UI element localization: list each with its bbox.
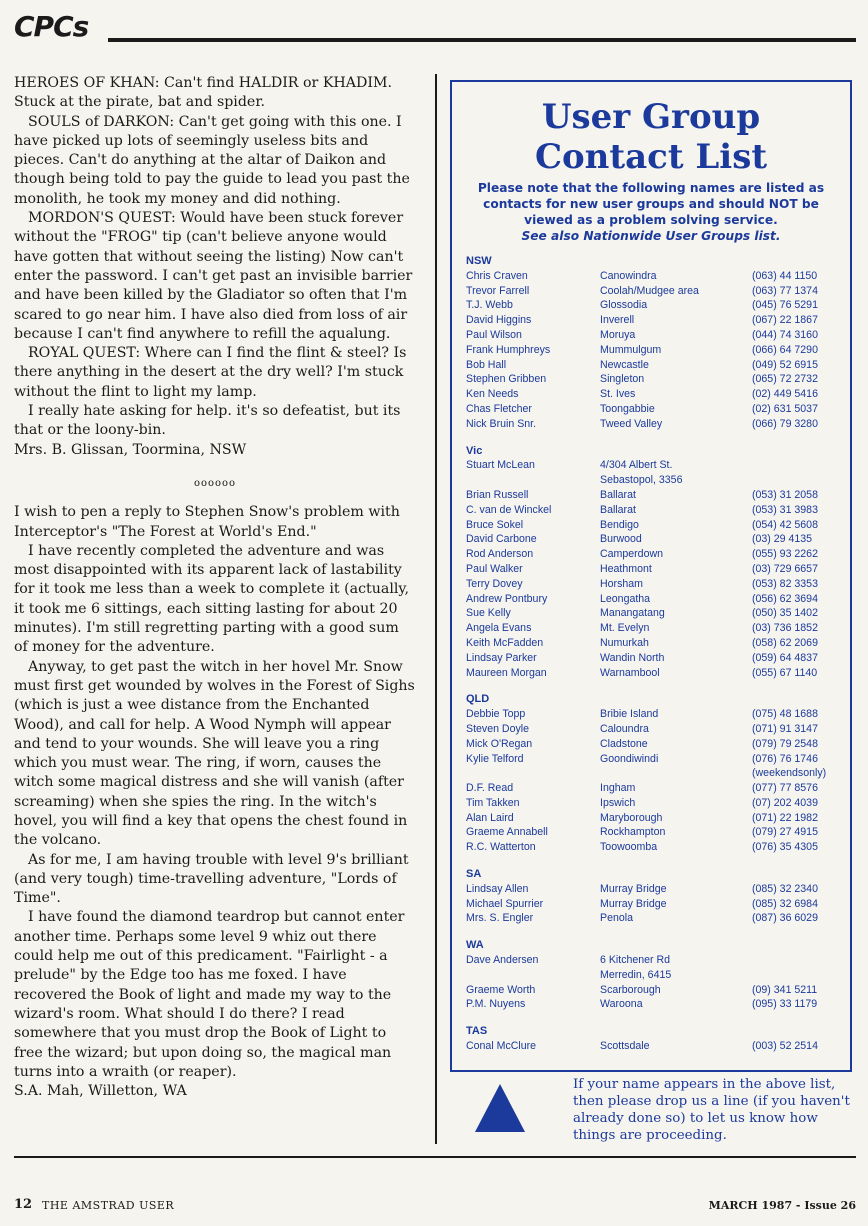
state-heading: WA: [466, 939, 484, 952]
contact-town: Manangatang: [600, 607, 665, 620]
contact-town: St. Ives: [600, 388, 636, 401]
contact-name: Maureen Morgan: [466, 666, 547, 679]
contact-row: [466, 577, 846, 592]
header-title: CPCs: [14, 10, 89, 43]
contact-town: Newcastle: [600, 358, 649, 371]
state-gap: [466, 855, 846, 863]
contact-name: Michael Spurrier: [466, 897, 544, 910]
letter-paragraph: MORDON'S QUEST: Would have been stuck forever without the "FROG" tip (can't believe anyone would have gotten that without seeing the listing) Now can't enter the password. I can't get past an invisible barrier and have been killed by the Gladiator so often that I'm scared to go near him. I have also died from loss of air because I can't find anywhere to refill the aqualung.: [14, 210, 413, 342]
contact-phone: (056) 62 3694: [752, 592, 818, 605]
contact-town: Leongatha: [600, 592, 651, 605]
page-number: 12: [14, 1197, 33, 1212]
contact-name: Lindsay Parker: [466, 651, 537, 664]
contact-name: Chris Craven: [466, 269, 528, 282]
contact-row: [466, 387, 846, 402]
contact-row: [466, 636, 846, 651]
contact-row: [466, 983, 846, 998]
letter-paragraph: SOULS of DARKON: Can't get going with this one. I have picked up lots of seemingly useless bits and pieces. Can't do anything at the altar of Daikon and though being told to pay the guide to lead you past the monolith, he took my money and did nothing.: [14, 113, 410, 207]
letters-column: [14, 74, 416, 1101]
contact-row: [466, 766, 846, 781]
letter-paragraph: HEROES OF KHAN: Can't find HALDIR or KHADIM. Stuck at the pirate, bat and spider.: [14, 75, 393, 111]
contact-town: Caloundra: [600, 722, 649, 735]
contact-town: Ipswich: [600, 796, 636, 809]
contact-row: [466, 313, 846, 328]
contact-name: Graeme Annabell: [466, 826, 548, 839]
letter-paragraph: I have found the diamond teardrop but cannot enter another time. Perhaps some level 9 whiz out there could help me out of this predicament. "Fairlight - a prelude" by the Edge too has me foxed. I have recovered the Book of light and made my way to the wizard's room. What should I do there? I read somewhere that you must drop the Book of Light to free the wizard; but upon doing so, the magical man turns into a wraith (or reaper).: [14, 909, 405, 1080]
contact-phone: (079) 27 4915: [752, 826, 818, 839]
contact-phone: (09) 341 5211: [752, 983, 818, 996]
contact-town: Inverell: [600, 314, 635, 327]
contact-row: [466, 707, 846, 722]
contact-row: [466, 825, 846, 840]
magazine-name: THE AMSTRAD USER: [42, 1199, 175, 1212]
contact-name: Mrs. S. Engler: [466, 912, 534, 925]
contact-town: Bendigo: [600, 518, 639, 531]
letter-separator: oooooo: [193, 477, 237, 489]
contact-name: Keith McFadden: [466, 636, 544, 649]
contact-row: [466, 781, 846, 796]
state-heading: TAS: [466, 1025, 488, 1038]
contact-row: [466, 372, 846, 387]
contact-name: D.F. Read: [466, 782, 514, 795]
contact-row: [466, 737, 846, 752]
contact-name: Stuart McLean: [466, 459, 535, 472]
contact-phone: (03) 29 4135: [752, 533, 813, 546]
letter-signature: Mrs. B. Glissan, Toormina, NSW: [14, 441, 247, 458]
contact-phone: (076) 35 4305: [752, 841, 818, 854]
contact-town: Numurkah: [600, 636, 649, 649]
contact-row: [466, 358, 846, 373]
contact-name: Bruce Sokel: [466, 518, 524, 531]
contact-town: Maryborough: [600, 811, 663, 824]
contact-town: Sebastopol, 3356: [600, 474, 683, 487]
contact-phone: (053) 31 2058: [752, 488, 818, 501]
contact-town: Bribie Island: [600, 708, 659, 721]
contact-name: Sue Kelly: [466, 607, 511, 620]
state-gap: [466, 926, 846, 934]
state-gap: [466, 1012, 846, 1020]
contact-phone: (045) 76 5291: [752, 299, 818, 312]
contact-name: Kylie Telford: [466, 752, 524, 765]
contact-phone: (053) 82 3353: [752, 577, 818, 590]
contact-phone: (055) 93 2262: [752, 548, 818, 561]
state-heading: SA: [466, 868, 482, 881]
contact-town: Toowoomba: [600, 841, 658, 854]
contact-row: [466, 269, 846, 284]
contact-phone: (077) 77 8576: [752, 782, 818, 795]
contact-row: [466, 417, 846, 432]
contact-name: Dave Andersen: [466, 954, 539, 967]
contact-town: Tweed Valley: [600, 417, 663, 430]
contact-town: Warnambool: [600, 666, 660, 679]
contact-phone: (03) 736 1852: [752, 622, 818, 635]
contact-row: [466, 606, 846, 621]
contact-row: [466, 284, 846, 299]
contact-phone: (076) 76 1746: [752, 752, 818, 765]
contact-phone: (02) 631 5037: [752, 402, 818, 415]
contact-phone: (085) 32 6984: [752, 897, 818, 910]
contact-phone: (059) 64 4837: [752, 651, 818, 664]
contact-row: [466, 882, 846, 897]
contact-phone: (02) 449 5416: [752, 388, 818, 401]
contact-phone: (085) 32 2340: [752, 882, 818, 895]
contact-row: [466, 968, 846, 983]
contact-town: Scottsdale: [600, 1040, 650, 1053]
contact-row: [466, 953, 846, 968]
contact-row: [466, 796, 846, 811]
contact-name: Steven Doyle: [466, 722, 530, 735]
contact-phone: (049) 52 6915: [752, 358, 818, 371]
contact-row: [466, 897, 846, 912]
contact-row: [466, 328, 846, 343]
contact-row: [466, 840, 846, 855]
contact-name: Stephen Gribben: [466, 373, 547, 386]
contact-town: Cladstone: [600, 737, 648, 750]
contact-town: Coolah/Mudgee area: [600, 284, 699, 297]
state-gap: [466, 680, 846, 688]
contact-phone: (054) 42 5608: [752, 518, 818, 531]
contact-phone: (003) 52 2514: [752, 1040, 818, 1053]
contact-town: Burwood: [600, 533, 642, 546]
contact-town: Ballarat: [600, 488, 636, 501]
contact-row: [466, 621, 846, 636]
contact-row: [466, 997, 846, 1012]
contact-name: Bob Hall: [466, 358, 507, 371]
contact-town: Wandin North: [600, 651, 665, 664]
contact-town: Murray Bridge: [600, 882, 667, 895]
contact-phone: (066) 64 7290: [752, 343, 818, 356]
contact-phone: (063) 44 1150: [752, 269, 818, 282]
contact-phone: (044) 74 3160: [752, 328, 818, 341]
contact-phone: (063) 77 1374: [752, 284, 818, 297]
contact-town: Horsham: [600, 577, 643, 590]
triangle-icon: [475, 1084, 525, 1132]
contact-name: Conal McClure: [466, 1040, 537, 1053]
letter-paragraph: I wish to pen a reply to Stephen Snow's problem with Interceptor's "The Forest at World's End.": [14, 504, 400, 540]
column-divider: [435, 74, 437, 1144]
contact-phone: (079) 79 2548: [752, 737, 818, 750]
contact-row: [466, 343, 846, 358]
contact-town: Ballarat: [600, 503, 636, 516]
contact-row: [466, 298, 846, 313]
contact-town: Scarborough: [600, 983, 661, 996]
contact-name: Andrew Pontbury: [466, 592, 548, 605]
contact-row: [466, 532, 846, 547]
contact-phone: (087) 36 6029: [752, 912, 818, 925]
box-title-line2: Contact List: [534, 137, 768, 177]
contact-name: Mick O'Regan: [466, 737, 533, 750]
contact-row: [466, 811, 846, 826]
contact-town: Toongabbie: [600, 402, 655, 415]
state-heading: Vic: [466, 444, 483, 457]
contact-name: Brian Russell: [466, 488, 529, 501]
contact-name: P.M. Nuyens: [466, 998, 526, 1011]
contact-name: T.J. Webb: [466, 299, 513, 312]
state-heading: NSW: [466, 255, 492, 267]
contact-name: Nick Bruin Snr.: [466, 417, 537, 430]
contact-phone: (095) 33 1179: [752, 998, 818, 1011]
contact-town: Rockhampton: [600, 826, 666, 839]
contact-phone: (07) 202 4039: [752, 796, 818, 809]
contact-row: [466, 666, 846, 681]
header-rule: [108, 38, 856, 42]
state-heading: QLD: [466, 693, 490, 706]
contact-row: [466, 592, 846, 607]
letter-paragraph: I really hate asking for help. it's so defeatist, but its that or the loony-bin.: [14, 403, 401, 439]
box-note-see-also: See also Nationwide User Groups list.: [521, 229, 781, 243]
contact-name: Chas Fletcher: [466, 402, 532, 415]
contact-phone: (065) 72 2732: [752, 373, 818, 386]
contact-town: Singleton: [600, 373, 645, 386]
contact-phone: (067) 22 1867: [752, 314, 818, 327]
contact-phone: (050) 35 1402: [752, 607, 818, 620]
contact-town: Murray Bridge: [600, 897, 667, 910]
contact-row: [466, 562, 846, 577]
contact-row: [466, 488, 846, 503]
contact-row: [466, 518, 846, 533]
contact-phone: (weekendsonly): [752, 767, 827, 780]
letter-paragraph: As for me, I am having trouble with level 9's brilliant (and very tough) time-travelling adventure, "Lords of Time".: [14, 851, 409, 907]
contact-phone: (066) 79 3280: [752, 417, 818, 430]
contact-row: [466, 752, 846, 767]
contact-name: Graeme Worth: [466, 983, 536, 996]
contact-phone: (071) 91 3147: [752, 722, 818, 735]
contact-name: Paul Walker: [466, 562, 523, 575]
contact-name: Angela Evans: [466, 622, 532, 635]
letter-paragraph: I have recently completed the adventure and was most disappointed with its apparent lack of lastability for it took me less than a week to complete it (actually, it took me 6 sittings, each sitting lasting for about 20 minutes). I'm still regretting parting with a good sum of money for the adventure.: [14, 542, 410, 656]
contact-town: 6 Kitchener Rd: [600, 954, 671, 967]
box-note-text: Please note that the following names are listed as contacts for new user groups and should NOT be viewed as a problem solving service.: [477, 181, 825, 227]
contact-row: [466, 651, 846, 666]
box-title-line1: User Group: [541, 97, 761, 137]
contact-name: Alan Laird: [466, 811, 514, 824]
issue-label: MARCH 1987 - Issue 26: [708, 1199, 856, 1212]
contact-town: Canowindra: [600, 269, 657, 282]
contact-name: Ken Needs: [466, 388, 519, 401]
contact-list-box: [450, 80, 852, 1072]
contact-row: [466, 1039, 846, 1054]
contact-town: Penola: [600, 912, 633, 925]
contact-name: Tim Takken: [466, 796, 520, 809]
contact-name: Lindsay Allen: [466, 882, 529, 895]
contact-town: Waroona: [600, 998, 643, 1011]
letter-paragraph: Anyway, to get past the witch in her hovel Mr. Snow must first get wounded by wolves in the Forest of Sighs (which is just a wee distance from the Enchanted Wood), and call for help. A Wood Nymph will appear and tend to your wounds. She will leave you a ring which you must wear. The ring, if worn, causes the witch some magical distress and she will vanish (after screaming) when she spies the ring. In the witch's hovel, you will find a key that opens the chest found in the volcano.: [14, 658, 415, 849]
contact-row: [466, 402, 846, 417]
contact-phone: (055) 67 1140: [752, 666, 818, 679]
contact-phone: (053) 31 3983: [752, 503, 818, 516]
contact-row: [466, 458, 846, 473]
contact-name: Terry Dovey: [466, 577, 523, 590]
contact-name: Rod Anderson: [466, 548, 534, 561]
contact-name: David Carbone: [466, 533, 537, 546]
letter-signature: S.A. Mah, Willetton, WA: [14, 1083, 187, 1100]
contact-phone: (03) 729 6657: [752, 562, 818, 575]
contact-row: [466, 503, 846, 518]
contact-name: Trevor Farrell: [466, 284, 530, 297]
box-footer-note: If your name appears in the above list, then please drop us a line (if you haven't already done so) to let us know how things are proceeding.: [573, 1077, 850, 1143]
contact-listing: [466, 250, 846, 1054]
contact-town: Camperdown: [600, 548, 664, 561]
contact-town: Mt. Evelyn: [600, 622, 650, 635]
contact-town: 4/304 Albert St.: [600, 459, 673, 472]
contact-town: Moruya: [600, 328, 636, 341]
contact-name: Frank Humphreys: [466, 343, 551, 356]
contact-town: Goondiwindi: [600, 752, 659, 765]
contact-name: R.C. Watterton: [466, 841, 536, 854]
contact-town: Mummulgum: [600, 343, 662, 356]
contact-phone: (071) 22 1982: [752, 811, 818, 824]
contact-town: Merredin, 6415: [600, 968, 672, 981]
contact-row: [466, 911, 846, 926]
contact-name: C. van de Winckel: [466, 503, 552, 516]
letter-paragraph: ROYAL QUEST: Where can I find the flint & steel? Is there anything in the desert at the dry well? I'm stuck without the flint to light my lamp.: [14, 345, 407, 400]
contact-row: [466, 547, 846, 562]
footer-rule: [14, 1156, 856, 1158]
contact-town: Glossodia: [600, 299, 648, 312]
contact-phone: (075) 48 1688: [752, 708, 818, 721]
contact-name: Paul Wilson: [466, 328, 522, 341]
contact-row: [466, 722, 846, 737]
box-note: [458, 180, 844, 244]
contact-name: David Higgins: [466, 314, 532, 327]
state-gap: [466, 432, 846, 440]
contact-town: Heathmont: [600, 562, 652, 575]
contact-row: [466, 473, 846, 488]
contact-town: Ingham: [600, 782, 636, 795]
contact-phone: (058) 62 2069: [752, 636, 818, 649]
contact-name: Debbie Topp: [466, 708, 526, 721]
